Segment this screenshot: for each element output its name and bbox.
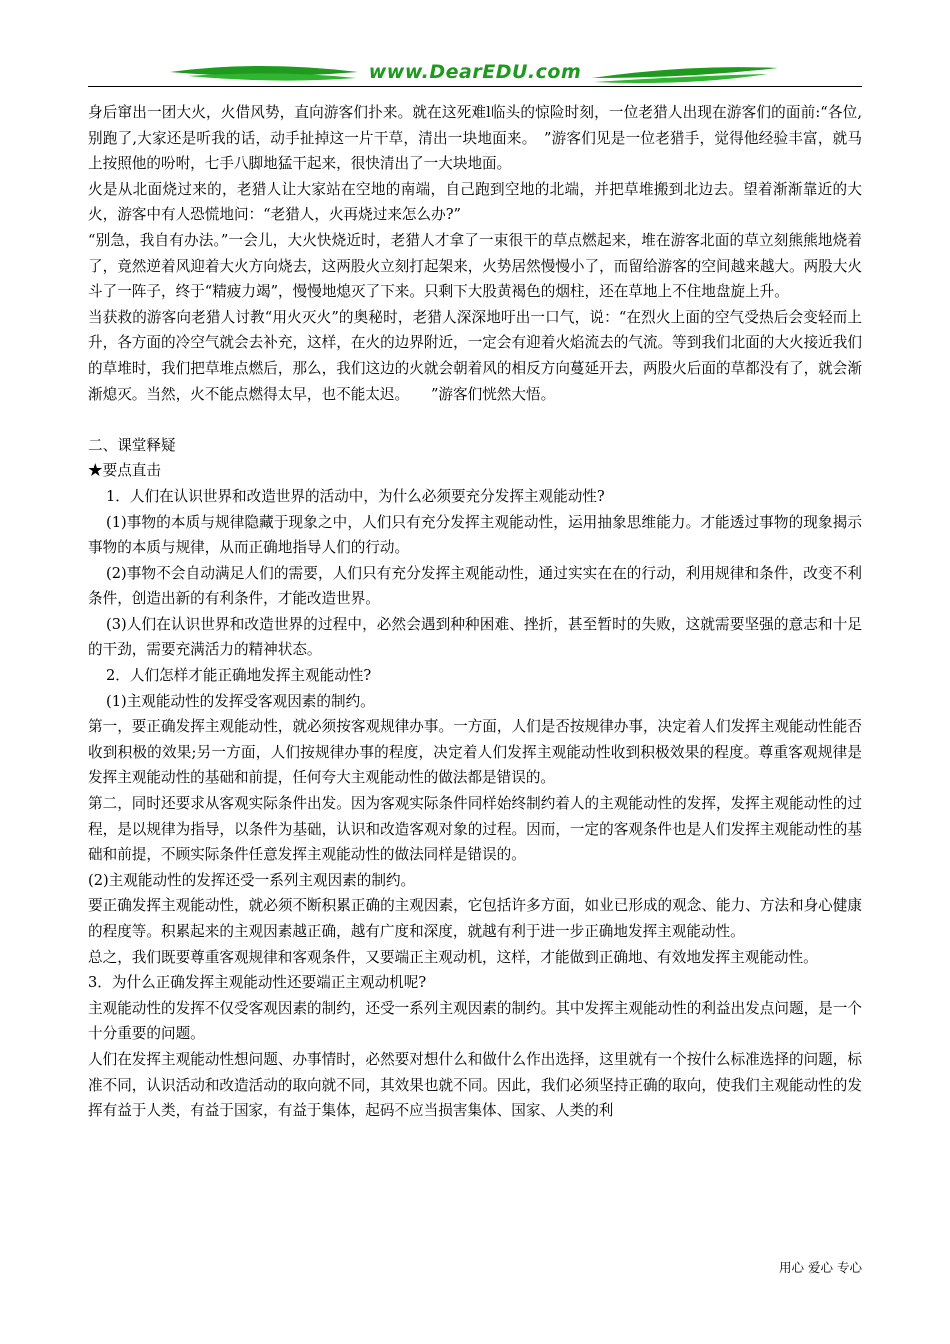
story-paragraph-3: “别急，我自有办法。”一会儿，大火快烧近时，老猎人才拿了一束很干的草点燃起来，堆在游客北面的草立刻熊熊地烧着了，竟然逆着风迎着大火方向烧去，这两股火立刻打起架来，火势居然慢慢小了，而留给游客的空间越来越大。两股大火斗了一阵子，终于“精疲力竭”，慢慢地熄灭了下来。只剩下大股黄褐色的烟柱，还在草地上不住地盘旋上升。	[88, 231, 862, 301]
section-gap	[88, 407, 862, 433]
question-1-answer-2: (2)事物不会自动满足人们的需要，人们只有充分发挥主观能动性，通过实实在在的行动，利用规律和条件，改变不利条件，创造出新的有利条件，才能改造世界。	[88, 564, 862, 608]
question-1: 1．人们在认识世界和改造世界的活动中，为什么必须要充分发挥主观能动性?	[106, 487, 605, 505]
page-footer: 用心 爱心 专心	[779, 1260, 862, 1275]
question-2-paragraph-3: 要正确发挥主观能动性，就必须不断积累正确的主观因素，它包括许多方面，如业已形成的观念、能力、方法和身心健康的程度等。积累起来的主观因素越正确，越有广度和深度，就越有利于进一步正确地发挥主观能动性。	[88, 897, 862, 940]
question-2: 2．人们怎样才能正确地发挥主观能动性?	[106, 667, 372, 685]
document-body	[88, 100, 862, 1124]
question-3-paragraph-1: 主观能动性的发挥不仅受客观因素的制约，还受一系列主观因素的制约。其中发挥主观能动性的利益出发点问题，是一个十分重要的问题。	[88, 999, 862, 1043]
story-paragraph-2: 火是从北面烧过来的，老猎人让大家站在空地的南端，自己跑到空地的北端，并把草堆搬到北边去。望着渐渐靠近的大火，游客中有人恐慌地问：“老猎人，火再烧过来怎么办?”	[88, 180, 862, 224]
question-2-answer-2: (2)主观能动性的发挥还受一系列主观因素的制约。	[88, 871, 416, 889]
header-divider	[88, 86, 862, 87]
question-3-paragraph-2: 人们在发挥主观能动性想问题、办事情时，必然要对想什么和做什么作出选择，这里就有一个按什么标准选择的问题，标准不同，认识活动和改造活动的取向就不同，其效果也就不同。因此，我们必须坚持正确的取向，使我们主观能动性的发挥有益于人类，有益于国家，有益于集体，起码不应当损害集体、国家、人类的利	[88, 1050, 862, 1120]
question-2-paragraph-1: 第一，要正确发挥主观能动性，就必须按客观规律办事。一方面，人们是否按规律办事，决定着人们发挥主观能动性能否收到积极的效果;另一方面，人们按规律办事的程度，决定着人们发挥主观能动性收到积极效果的程度。尊重客观规律是发挥主观能动性的基础和前提，任何夸大主观能动性的做法都是错误的。	[88, 718, 862, 787]
question-2-paragraph-2: 第二，同时还要求从客观实际条件出发。因为客观实际条件同样始终制约着人的主观能动性的发挥，发挥主观能动性的过程，是以规律为指导，以条件为基础，认识和改造客观对象的过程。因而，一定的客观条件也是人们发挥主观能动性的基础和前提，不顾实际条件任意发挥主观能动性的做法同样是错误的。	[88, 795, 862, 864]
section-title: 二、课堂释疑	[88, 436, 176, 454]
question-3: 3．为什么正确发挥主观能动性还要端正主观动机呢?	[88, 974, 427, 992]
question-1-answer-3: (3)人们在认识世界和改造世界的过程中，必然会遇到种种困难、挫折，甚至暂时的失败，这就需要坚强的意志和十足的干劲，需要充满活力的精神状态。	[88, 615, 862, 659]
question-1-answer-1: (1)事物的本质与规律隐藏于现象之中，人们只有充分发挥主观能动性，运用抽象思维能力。才能透过事物的现象揭示事物的本质与规律，从而正确地指导人们的行动。	[88, 513, 862, 557]
section-subtitle: ★要点直击	[88, 462, 161, 480]
question-2-paragraph-4: 总之，我们既要尊重客观规律和客观条件，又要端正主观动机，这样，才能做到正确地、有效地发挥主观能动性。	[88, 948, 818, 966]
question-2-answer-1: (1)主观能动性的发挥受客观因素的制约。	[106, 692, 375, 710]
story-paragraph-4: 当获救的游客向老猎人讨教“用火灭火”的奥秘时，老猎人深深地吁出一口气，说：“在烈火上面的空气受热后会变轻而上升，各方面的冷空气就会去补充，这样，在火的边界附近，一定会有迎着火焰流去的气流。等到我们北面的大火接近我们的草堆时，我们把草堆点燃后，那么，我们这边的火就会朝着风的相反方向蔓延开去，两股火后面的草都没有了，就会渐渐熄灭。当然，火不能点燃得太早，也不能太迟。 ”游客们恍然大悟。	[88, 308, 862, 403]
site-logo-text: www.DearEDU.com	[368, 61, 582, 83]
story-paragraph-1: 身后窜出一团大火，火借风势，直向游客们扑来。就在这死难l临头的惊险时刻，一位老猎人出现在游客们的面前:“各位,别跑了,大家还是听我的话，动手扯掉这一片干草，清出一块地面来。 ”游客们见是一位老猎手，觉得他经验丰富，就马上按照他的吩咐，七手八脚地猛干起来，很快清出了一大块地面。	[88, 104, 862, 173]
